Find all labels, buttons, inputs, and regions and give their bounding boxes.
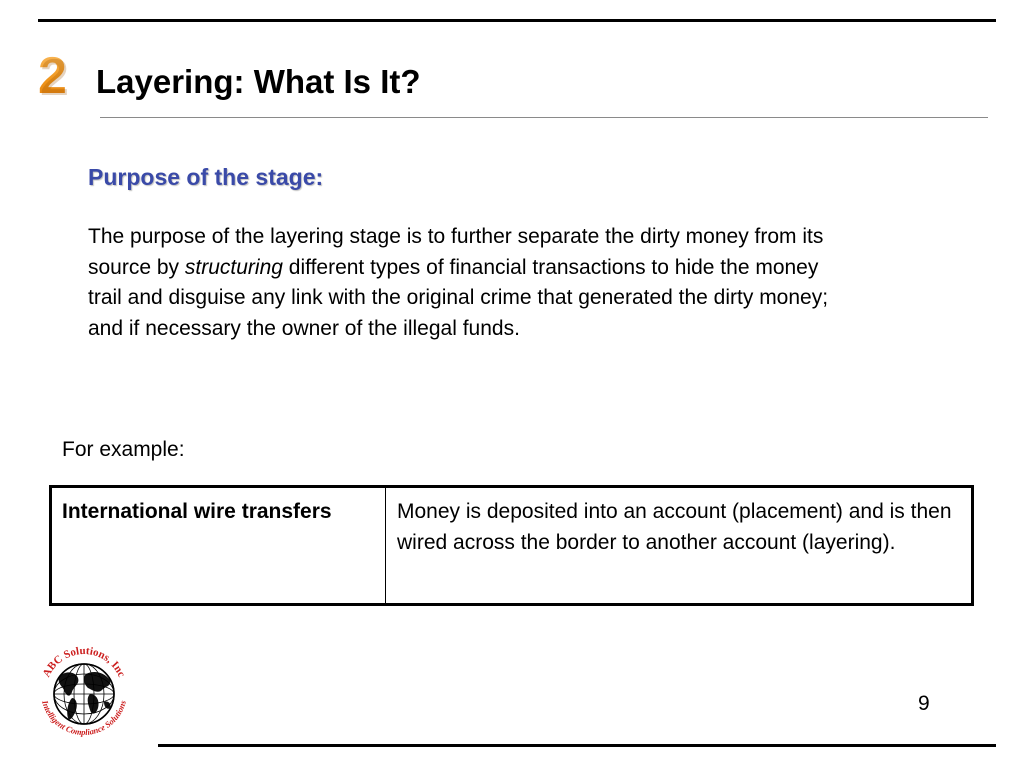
globe-icon	[32, 640, 136, 744]
example-table	[49, 485, 974, 606]
example-label: For example:	[62, 438, 185, 461]
subheading: Purpose of the stage:	[88, 164, 324, 190]
logo-text-bottom: Intelligent Compliance Solutions	[40, 699, 128, 738]
bottom-rule	[158, 744, 996, 747]
body-text-start: The purpose of the layering stage is to further separate the dirty money from its source by	[88, 225, 824, 279]
example-term-cell: International wire transfers	[52, 488, 386, 603]
slide-title: Layering: What Is It?	[96, 63, 421, 100]
company-logo	[32, 640, 136, 744]
example-description-cell: Money is deposited into an account (placement) and is then wired across the border to another account (layering).	[397, 500, 952, 554]
body-text-end: different types of financial transactions to hide the money trail and disguise any link with the original crime that generated the dirty money; and if necessary the owner of the illegal funds.	[88, 255, 829, 340]
body-text-emphasis: structuring	[184, 255, 283, 279]
page-number: 9	[918, 692, 930, 715]
body-paragraph	[88, 222, 858, 344]
logo-text-top: ABC Solutions, Inc	[40, 644, 128, 680]
section-number: 2	[38, 47, 67, 105]
title-underline	[100, 117, 988, 118]
top-rule	[38, 19, 996, 22]
